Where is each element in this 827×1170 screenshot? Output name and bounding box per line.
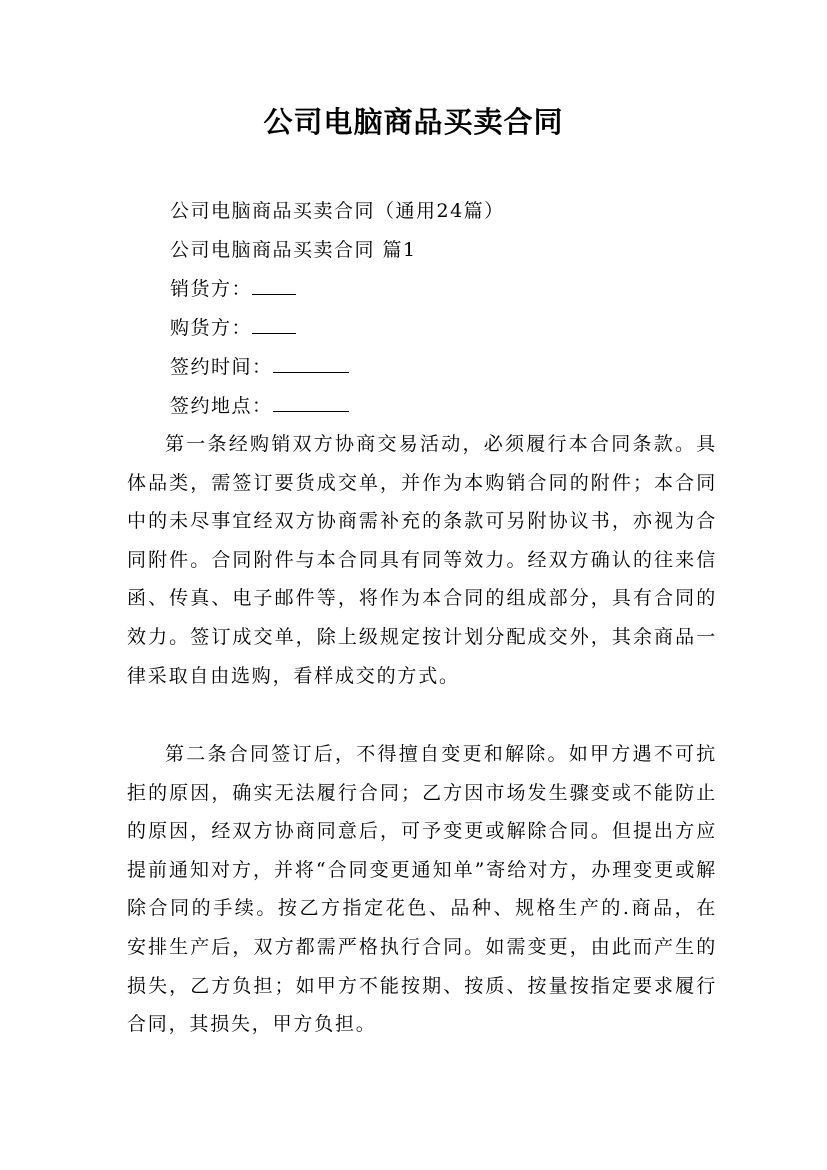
- article-heading: 公司电脑商品买卖合同 篇1: [170, 239, 417, 261]
- clause-paragraph-1: 第一条经购销双方协商交易活动，必须履行本合同条款。具体品类，需签订要货成交单，并作为本购销合同的附件；本合同中的未尽事宜经双方协商需补充的条款可另附协议书，亦视为合同附件。合同附件与本合同具有同等效力。经双方确认的往来信函、传真、电子邮件等，将作为本合同的组成部分，具有合同的效力。签订成交单，除上级规定按计划分配成交外，其余商品一律采取自由选购，看样成交的方式。: [127, 433, 717, 687]
- buyer-blank: [252, 313, 296, 334]
- sign-time-blank: [273, 352, 349, 373]
- seller-field: [170, 274, 505, 313]
- document-title: 公司电脑商品买卖合同: [263, 105, 564, 139]
- contract-header: [170, 196, 505, 430]
- sign-place-blank: [273, 391, 349, 412]
- seller-blank: [252, 274, 296, 295]
- sign-time-field: [170, 352, 505, 391]
- buyer-field: [170, 313, 505, 352]
- clause-paragraph-2: 第二条合同签订后，不得擅自变更和解除。如甲方遇不可抗拒的原因，确实无法履行合同；乙方因市场发生骤变或不能防止的原因，经双方协商同意后，可予变更或解除合同。但提出方应提前通知对方，并将“合同变更通知单”寄给对方，办理变更或解除合同的手续。按乙方指定花色、品种、规格生产的.商品，在安排生产后，双方都需严格执行合同。如需变更，由此而产生的损失，乙方负担；如甲方不能按期、按质、按量按指定要求履行合同，其损失，甲方负担。: [127, 743, 717, 1036]
- sign-place-label: 签约地点：: [170, 395, 273, 417]
- sign-time-label: 签约时间：: [170, 356, 273, 378]
- buyer-label: 购货方：: [170, 317, 253, 339]
- seller-label: 销货方：: [170, 278, 253, 300]
- subtitle-line: 公司电脑商品买卖合同（通用24篇）: [170, 200, 505, 222]
